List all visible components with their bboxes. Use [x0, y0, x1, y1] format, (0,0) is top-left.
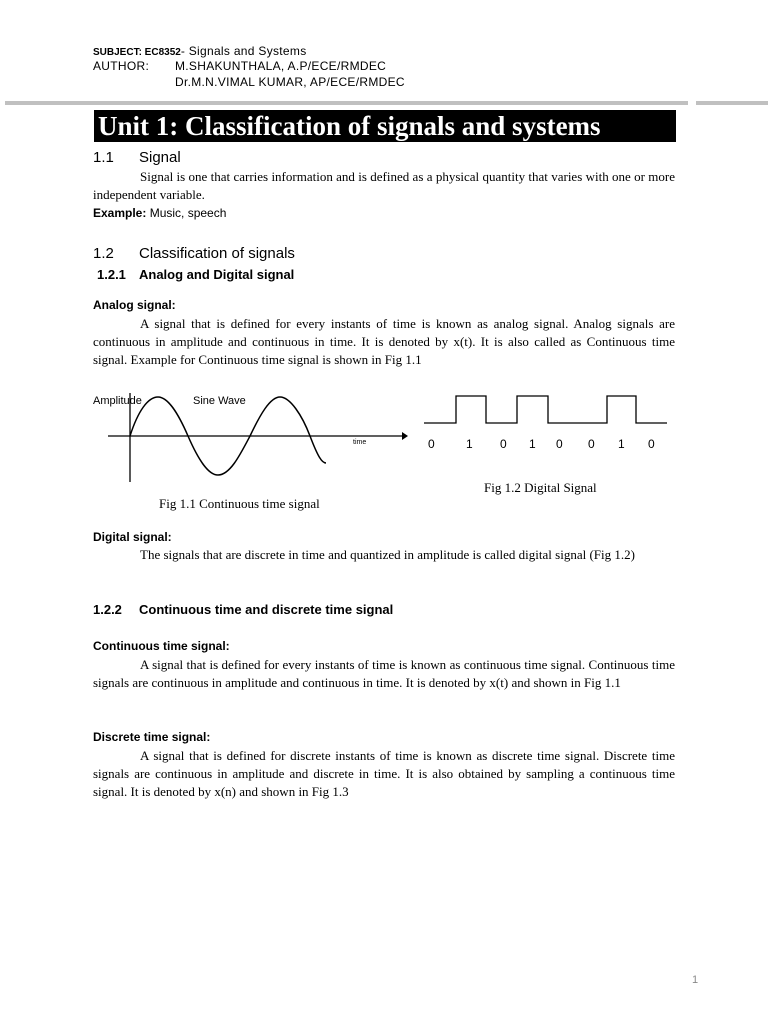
author-2: Dr.M.N.VIMAL KUMAR, AP/ECE/RMDEC — [175, 75, 405, 89]
section-1-1-number: 1.1 — [93, 149, 114, 166]
subject-name: - Signals and Systems — [180, 44, 307, 58]
bit-0: 0 — [428, 437, 435, 451]
discrete-time-label: Discrete time signal: — [93, 730, 211, 744]
analog-text: A signal that is defined for every instants of time is known as analog signal. Analog signals are continuous in amplitude and continuous in time. It is denoted by x(t). It is also called as Continuous time signal. Example for Continuous time signal is shown in Fig 1.1 — [93, 316, 675, 367]
section-1-2-number: 1.2 — [93, 245, 114, 262]
continuous-time-label: Continuous time signal: — [93, 639, 230, 653]
page-number: 1 — [692, 974, 699, 986]
bit-3: 1 — [529, 437, 536, 451]
continuous-time-text: A signal that is defined for every instants of time is known as continuous time signal. Continuous time signals are continuous in amplitude and continuous in time. It is denoted by x(t) and shown in Fig 1.1 — [93, 657, 675, 690]
section-1-2-1-heading: Analog and Digital signal — [139, 267, 295, 282]
bit-5: 0 — [588, 437, 595, 451]
example-label: Example: — [93, 206, 147, 220]
section-1-1-heading: Signal — [139, 149, 181, 166]
square-wave — [424, 396, 667, 423]
bit-4: 0 — [556, 437, 563, 451]
section-1-2-1-number: 1.2.1 — [97, 267, 126, 282]
bit-7: 0 — [648, 437, 655, 451]
bit-6: 1 — [618, 437, 625, 451]
fig-1-2-caption: Fig 1.2 Digital Signal — [484, 480, 597, 495]
discrete-time-text: A signal that is defined for discrete instants of time is known as discrete time signal. Discrete time signals are continuous in amplitude and discrete in time. It is also obtained by sampling a continuous time signal. It is denoted by x(n) and shown in Fig 1.3 — [93, 748, 675, 799]
signal-definition: Signal is one that carries information and is defined as a physical quantity that varies with one or more independent variable. — [93, 169, 675, 202]
subject-code: SUBJECT: EC8352 — [93, 47, 181, 58]
fig-1-1-caption: Fig 1.1 Continuous time signal — [159, 496, 320, 511]
digital-text: The signals that are discrete in time and quantized in amplitude is called digital signal (Fig 1.2) — [140, 547, 635, 562]
example-text: Music, speech — [149, 206, 227, 220]
bit-1: 1 — [466, 437, 473, 451]
sine-wave-label: Sine Wave — [193, 395, 246, 407]
digital-label: Digital signal: — [93, 530, 172, 544]
author-1: M.SHAKUNTHALA, A.P/ECE/RMDEC — [175, 59, 387, 73]
section-1-2-heading: Classification of signals — [139, 245, 295, 262]
header-rule-right — [696, 101, 768, 105]
section-1-2-2-number: 1.2.2 — [93, 602, 122, 617]
analog-label: Analog signal: — [93, 298, 176, 312]
time-axis-arrow — [402, 432, 408, 440]
bit-2: 0 — [500, 437, 507, 451]
unit-title: Unit 1: Classification of signals and systems — [94, 110, 676, 142]
time-label: time — [353, 439, 367, 446]
author-label: AUTHOR: — [93, 59, 150, 73]
header-rule-left — [5, 101, 688, 105]
subject-line — [93, 44, 307, 58]
digital-signal-figure — [420, 388, 672, 428]
amplitude-label: Amplitude — [93, 395, 142, 407]
example-line — [93, 206, 226, 220]
section-1-2-2-heading: Continuous time and discrete time signal — [139, 602, 394, 617]
